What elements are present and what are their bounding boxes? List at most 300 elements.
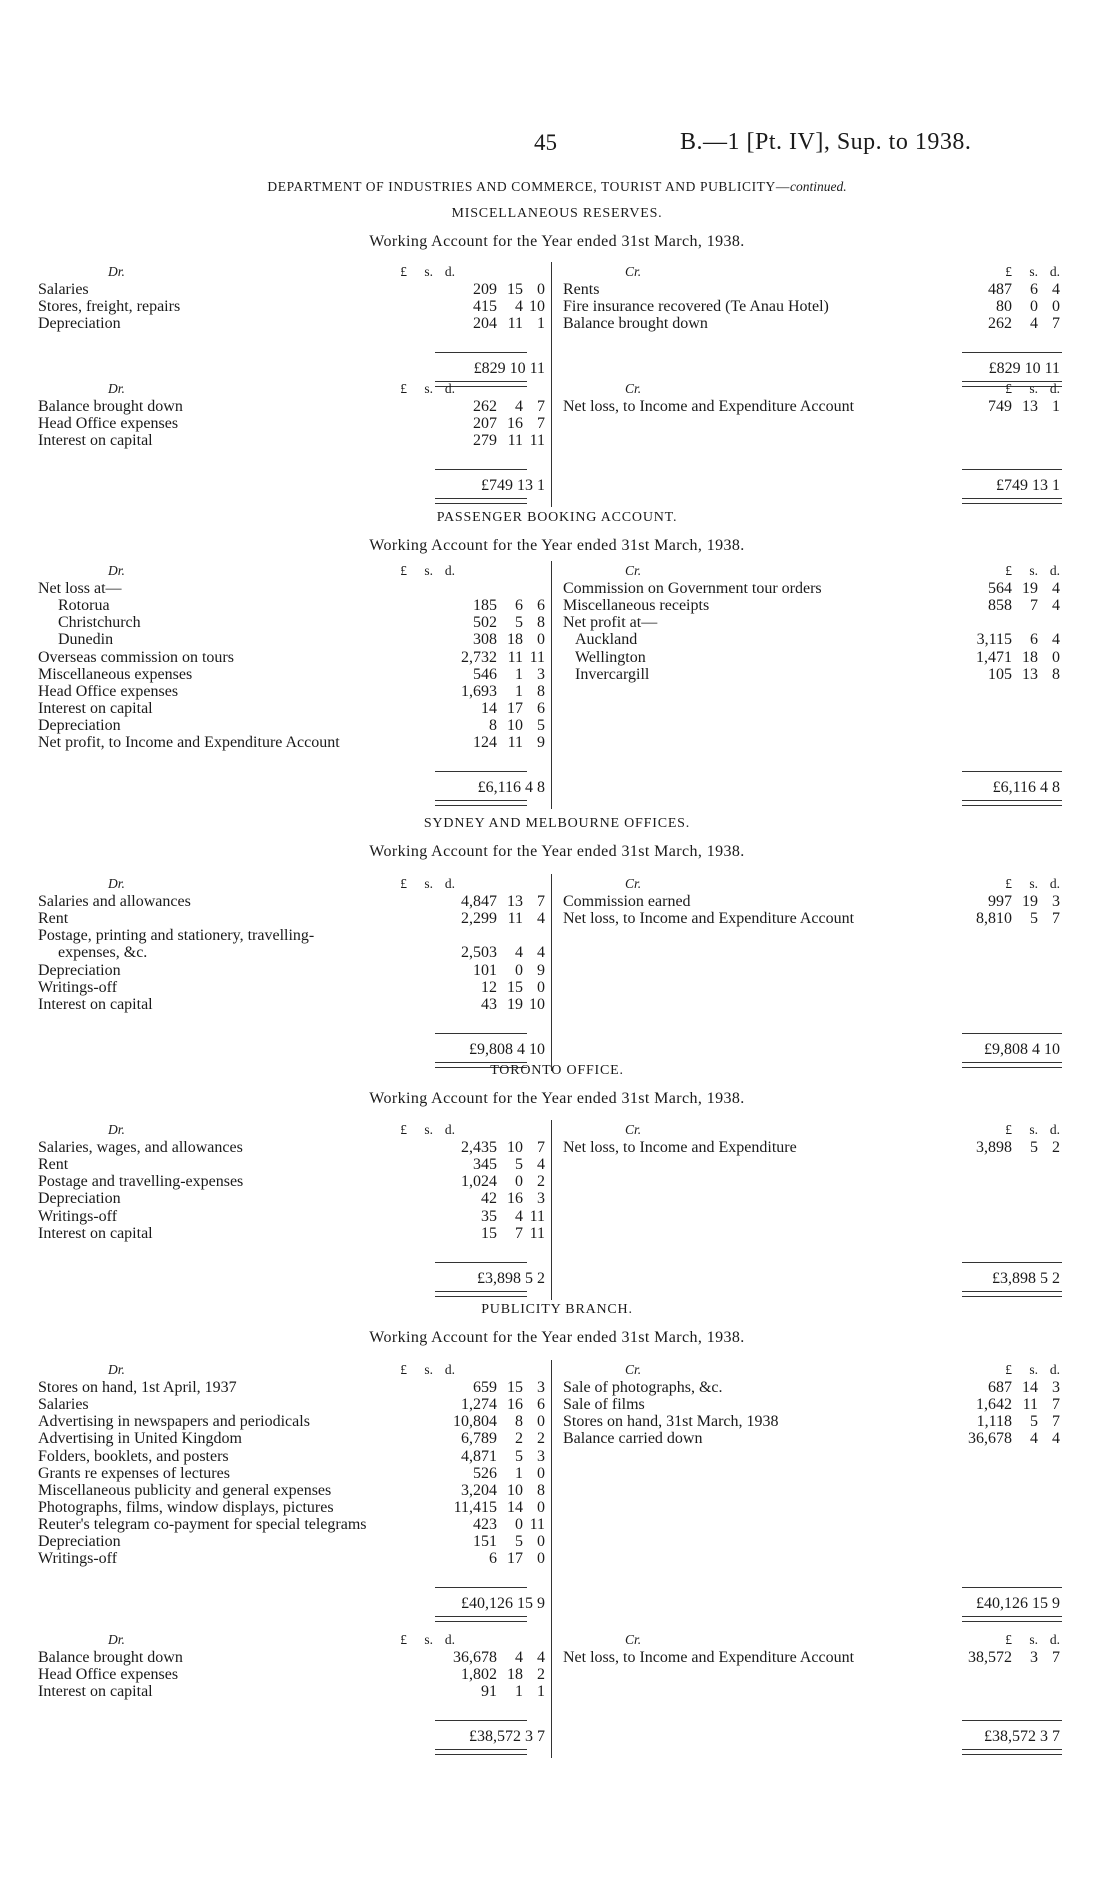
amount-pounds: 423 (473, 1515, 497, 1533)
dr-item-label: Depreciation (38, 961, 121, 979)
dr-total: £6,116 4 8 (477, 779, 545, 797)
dr-item-label: Head Office expenses (38, 1666, 179, 1684)
amount-pounds: 1,471 (976, 648, 1012, 666)
amount-pounds: 526 (473, 1464, 497, 1482)
amount-shillings: 0 (515, 1515, 523, 1533)
amount-pounds: 91 (481, 1683, 497, 1701)
subtotal-rule (435, 1720, 527, 1721)
currency-unit: £ (1005, 1632, 1012, 1647)
amount-pounds: 1,693 (461, 682, 497, 700)
amount-cell (445, 1156, 545, 1174)
amount-pounds: 36,678 (453, 1649, 497, 1667)
currency-unit: s. (424, 563, 433, 578)
amount-pounds: 308 (473, 631, 497, 649)
dr-label: Dr. (108, 381, 125, 396)
dr-currency-heading (355, 1122, 455, 1138)
cr-total: £40,126 15 9 (976, 1595, 1060, 1613)
currency-unit: s. (424, 1362, 433, 1377)
amount-cell (445, 1225, 545, 1243)
amount-cell (445, 1413, 545, 1431)
dr-total: £829 10 11 (473, 360, 545, 378)
amount-cell (445, 893, 545, 911)
amount-shillings: 16 (507, 415, 523, 433)
amount-cell (445, 1666, 545, 1684)
dr-item-label: Stores on hand, 1st April, 1937 (38, 1379, 237, 1397)
amount-shillings: 5 (1030, 910, 1038, 928)
amount-cell (960, 649, 1060, 667)
amount-shillings: 5 (515, 1156, 523, 1174)
amount-pounds: 35 (481, 1207, 497, 1225)
amount-cell (445, 1190, 545, 1208)
dr-item-label: Head Office expenses (38, 415, 179, 433)
cr-item-label: Net loss, to Income and Expenditure Account (563, 1649, 855, 1667)
dr-currency-heading (355, 264, 455, 280)
amount-pence: 4 (537, 944, 545, 962)
amount-pounds: 1,802 (461, 1666, 497, 1684)
amount-pence: 6 (537, 597, 545, 615)
amount-cell (445, 1482, 545, 1500)
amount-shillings: 17 (507, 699, 523, 717)
amount-pounds: 6 (489, 1550, 497, 1568)
dr-heading (108, 876, 125, 892)
amount-shillings: 1 (515, 1464, 523, 1482)
currency-unit: s. (1029, 876, 1038, 891)
dr-currency-heading (355, 1632, 455, 1648)
amount-pounds: 262 (473, 398, 497, 416)
amount-cell (445, 996, 545, 1014)
cr-heading (625, 563, 641, 579)
subtotal-rule (962, 1587, 1062, 1588)
currency-unit: d. (1049, 264, 1060, 279)
currency-unit: d. (444, 1122, 455, 1137)
dr-item-label: Net loss at— (38, 580, 122, 598)
amount-shillings: 4 (1030, 1430, 1038, 1448)
amount-pence: 8 (537, 682, 545, 700)
amount-pence: 2 (537, 1430, 545, 1448)
currency-unit: £ (400, 876, 407, 891)
amount-pounds: 502 (473, 614, 497, 632)
dr-item-label: Folders, booklets, and posters (38, 1447, 229, 1465)
cr-item-label: Commission earned (563, 893, 691, 911)
amount-shillings: 18 (1022, 648, 1038, 666)
dr-item-label: Interest on capital (38, 995, 153, 1013)
dr-item-label: Miscellaneous expenses (38, 665, 193, 683)
amount-shillings: 14 (1022, 1379, 1038, 1397)
section-title: TORONTO OFFICE. (490, 1063, 624, 1078)
amount-pounds: 564 (988, 580, 1012, 598)
currency-unit: £ (1005, 264, 1012, 279)
amount-shillings: 7 (1030, 597, 1038, 615)
amount-cell (445, 666, 545, 684)
cr-item-label: Sale of films (563, 1396, 645, 1414)
dr-item-label: Head Office expenses (38, 682, 179, 700)
department-heading (0, 179, 1114, 195)
amount-cell (445, 1649, 545, 1667)
amount-pounds: 3,115 (976, 631, 1012, 649)
amount-pence: 7 (537, 398, 545, 416)
amount-pounds: 1,274 (461, 1396, 497, 1414)
amount-shillings: 1 (515, 665, 523, 683)
cr-label: Cr. (625, 381, 642, 396)
amount-pence: 3 (1052, 893, 1060, 911)
section-title: PASSENGER BOOKING ACCOUNT. (436, 510, 678, 525)
amount-pence: 1 (537, 315, 545, 333)
amount-pounds: 3,204 (461, 1481, 497, 1499)
amount-shillings: 11 (507, 432, 523, 450)
amount-pounds: 207 (473, 415, 497, 433)
amount-pounds: 415 (473, 298, 497, 316)
dr-total: £9,808 4 10 (469, 1040, 545, 1058)
currency-unit: £ (400, 1362, 407, 1377)
amount-shillings: 4 (515, 398, 523, 416)
amount-shillings: 6 (1030, 281, 1038, 299)
cr-item-label: Balance carried down (563, 1430, 703, 1448)
amount-cell (445, 315, 545, 333)
amount-pence: 0 (537, 281, 545, 299)
amount-pounds: 858 (988, 597, 1012, 615)
dr-item-label: Salaries, wages, and allowances (38, 1139, 243, 1157)
amount-pence: 9 (537, 734, 545, 751)
amount-cell (960, 597, 1060, 615)
amount-pence: 7 (1052, 910, 1060, 928)
cr-total: £3,898 5 2 (992, 1269, 1060, 1287)
amount-pence: 0 (537, 978, 545, 996)
cr-label: Cr. (625, 876, 642, 891)
amount-cell (960, 580, 1060, 598)
dr-label: Dr. (108, 876, 125, 891)
amount-pounds: 8 (489, 716, 497, 734)
currency-unit: £ (400, 264, 407, 279)
amount-pence: 3 (537, 665, 545, 683)
amount-pence: 11 (529, 1224, 545, 1242)
dr-item-label: Postage, printing and stationery, travelling- (38, 927, 315, 945)
currency-unit: £ (1005, 563, 1012, 578)
amount-pence: 4 (537, 1649, 545, 1667)
amount-shillings: 5 (1030, 1413, 1038, 1431)
subtotal-rule (962, 771, 1062, 772)
amount-shillings: 16 (507, 1396, 523, 1414)
dr-item-label: Interest on capital (38, 432, 153, 450)
amount-cell (960, 893, 1060, 911)
currency-unit: s. (1029, 1122, 1038, 1137)
dr-heading (108, 1122, 125, 1138)
amount-shillings: 10 (507, 1139, 523, 1157)
amount-cell (445, 631, 545, 649)
total-double-rule (435, 1616, 527, 1622)
amount-shillings: 15 (507, 1379, 523, 1397)
dr-currency-heading (355, 563, 455, 579)
amount-pence: 11 (529, 1515, 545, 1533)
cr-total: £829 10 11 (988, 360, 1060, 378)
amount-shillings: 10 (507, 716, 523, 734)
column-divider (551, 561, 552, 809)
currency-unit: £ (400, 381, 407, 396)
dr-item-label: Balance brought down (38, 398, 183, 416)
amount-shillings: 1 (515, 682, 523, 700)
dr-item-label: Writings-off (38, 978, 118, 996)
amount-cell (445, 1173, 545, 1191)
amount-pence: 2 (537, 1173, 545, 1191)
section-subtitle: Working Account for the Year ended 31st March, 1938. (369, 1090, 745, 1107)
currency-unit: £ (400, 1122, 407, 1137)
amount-shillings: 11 (507, 315, 523, 333)
currency-unit: s. (424, 381, 433, 396)
cr-item-label: Net loss, to Income and Expenditure Account (563, 910, 855, 928)
cr-currency-heading (960, 264, 1060, 280)
dr-item-label: Salaries and allowances (38, 893, 191, 911)
cr-total: £6,116 4 8 (992, 779, 1060, 797)
amount-pence: 7 (1052, 1413, 1060, 1431)
amount-shillings: 4 (1030, 315, 1038, 333)
amount-cell (445, 1516, 545, 1534)
dr-item-label: Interest on capital (38, 1683, 153, 1701)
document-reference: B.—1 [Pt. IV], Sup. to 1938. (680, 129, 972, 155)
amount-cell (445, 1465, 545, 1483)
currency-unit: d. (444, 563, 455, 578)
dr-item-label: Depreciation (38, 716, 121, 734)
amount-pounds: 38,572 (968, 1649, 1012, 1667)
dr-item-label: Balance brought down (38, 1649, 183, 1667)
amount-shillings: 13 (1022, 398, 1038, 416)
amount-shillings: 4 (515, 298, 523, 316)
amount-pence: 0 (1052, 648, 1060, 666)
subtotal-rule (962, 352, 1062, 353)
amount-cell (445, 1396, 545, 1414)
amount-cell (445, 734, 545, 752)
amount-cell (445, 1499, 545, 1517)
dr-item-label: Rent (38, 910, 69, 928)
dr-heading (108, 264, 125, 280)
dr-currency-heading (355, 381, 455, 397)
amount-cell (445, 1379, 545, 1397)
dr-item-label: Writings-off (38, 1550, 118, 1568)
amount-pounds: 101 (473, 961, 497, 979)
cr-total: £9,808 4 10 (984, 1040, 1060, 1058)
amount-cell (960, 666, 1060, 684)
amount-pence: 7 (537, 415, 545, 433)
amount-shillings: 15 (507, 978, 523, 996)
dr-total: £40,126 15 9 (461, 1595, 545, 1613)
amount-pence: 0 (537, 1533, 545, 1550)
dr-item-label: Advertising in United Kingdom (38, 1430, 242, 1448)
amount-pounds: 2,299 (461, 910, 497, 928)
amount-cell (960, 1379, 1060, 1397)
subtotal-rule (435, 352, 527, 353)
cr-heading (625, 1362, 641, 1378)
dr-total: £3,898 5 2 (477, 1269, 545, 1287)
amount-pence: 5 (537, 716, 545, 734)
subtotal-rule (435, 1033, 527, 1034)
cr-heading (625, 876, 641, 892)
amount-cell (445, 1550, 545, 1568)
amount-pounds: 2,435 (461, 1139, 497, 1157)
amount-pence: 7 (537, 1139, 545, 1157)
amount-shillings: 7 (515, 1224, 523, 1242)
amount-shillings: 8 (515, 1413, 523, 1431)
amount-shillings: 17 (507, 1550, 523, 1568)
subtotal-rule (962, 1720, 1062, 1721)
currency-unit: d. (444, 264, 455, 279)
amount-pounds: 185 (473, 597, 497, 615)
amount-cell (960, 1396, 1060, 1414)
amount-pence: 1 (1052, 398, 1060, 416)
currency-unit: d. (444, 381, 455, 396)
total-double-rule (962, 800, 1062, 806)
amount-shillings: 13 (507, 893, 523, 911)
dr-item-label: Salaries (38, 1396, 89, 1414)
amount-cell (960, 1139, 1060, 1157)
amount-pounds: 42 (481, 1190, 497, 1208)
amount-pounds: 6,789 (461, 1430, 497, 1448)
dr-item-label: Writings-off (38, 1207, 118, 1225)
dr-item-label: Rent (38, 1156, 69, 1174)
amount-cell (445, 962, 545, 980)
amount-pence: 3 (537, 1190, 545, 1208)
amount-pounds: 10,804 (453, 1413, 497, 1431)
cr-total: £38,572 3 7 (984, 1728, 1060, 1746)
amount-pence: 4 (1052, 580, 1060, 598)
amount-shillings: 16 (507, 1190, 523, 1208)
subtotal-rule (435, 1262, 527, 1263)
cr-currency-heading (960, 1632, 1060, 1648)
amount-shillings: 6 (1030, 631, 1038, 649)
dr-item-label: Salaries (38, 281, 89, 299)
amount-cell (445, 700, 545, 718)
amount-pence: 0 (537, 631, 545, 649)
amount-pence: 10 (529, 298, 545, 316)
amount-shillings: 4 (515, 1207, 523, 1225)
dr-item-label: Photographs, films, window displays, pictures (38, 1498, 334, 1516)
amount-cell (445, 1448, 545, 1466)
total-double-rule (435, 1749, 527, 1755)
amount-pounds: 15 (481, 1224, 497, 1242)
section-title: PUBLICITY BRANCH. (481, 1302, 633, 1317)
dr-item-label: Christchurch (58, 614, 141, 632)
cr-currency-heading (960, 876, 1060, 892)
amount-pounds: 4,871 (461, 1447, 497, 1465)
cr-heading (625, 1632, 641, 1648)
amount-pence: 8 (537, 614, 545, 632)
amount-cell (445, 1430, 545, 1448)
amount-pounds: 997 (988, 893, 1012, 911)
subtotal-rule (435, 1587, 527, 1588)
amount-cell (445, 281, 545, 299)
amount-pence: 7 (537, 893, 545, 911)
dr-item-label: Dunedin (58, 631, 114, 649)
dr-currency-heading (355, 876, 455, 892)
amount-cell (960, 1430, 1060, 1448)
currency-unit: s. (1029, 563, 1038, 578)
currency-unit: £ (1005, 381, 1012, 396)
amount-pounds: 659 (473, 1379, 497, 1397)
amount-pounds: 43 (481, 995, 497, 1013)
dr-item-label: Grants re expenses of lectures (38, 1464, 230, 1482)
amount-shillings: 19 (1022, 580, 1038, 598)
dr-heading (108, 381, 125, 397)
currency-unit: d. (1049, 876, 1060, 891)
dr-item-label: Interest on capital (38, 1224, 153, 1242)
amount-pounds: 487 (988, 281, 1012, 299)
cr-currency-heading (960, 1362, 1060, 1378)
amount-pounds: 345 (473, 1156, 497, 1174)
amount-cell (445, 1683, 545, 1701)
amount-pence: 6 (537, 1396, 545, 1414)
currency-unit: £ (400, 1632, 407, 1647)
cr-item-label: Commission on Government tour orders (563, 580, 822, 598)
cr-item-label: Net loss, to Income and Expenditure (563, 1139, 797, 1157)
dr-item-label: Interest on capital (38, 699, 153, 717)
section-title: MISCELLANEOUS RESERVES. (451, 206, 663, 221)
dr-item-label: Advertising in newspapers and periodicals (38, 1413, 310, 1431)
total-double-rule (435, 800, 527, 806)
page-number: 45 (534, 130, 557, 155)
amount-shillings: 19 (1022, 893, 1038, 911)
column-divider (551, 262, 552, 507)
amount-pounds: 11,415 (453, 1498, 497, 1516)
cr-heading (625, 1122, 641, 1138)
amount-pounds: 2,732 (461, 648, 497, 666)
cr-currency-heading (960, 1122, 1060, 1138)
total-double-rule (435, 498, 527, 504)
continued-note: continued. (789, 179, 847, 194)
currency-unit: £ (1005, 1362, 1012, 1377)
cr-item-label: Sale of photographs, &c. (563, 1379, 723, 1397)
dr-label: Dr. (108, 1632, 125, 1647)
cr-heading (625, 264, 641, 280)
amount-shillings: 19 (507, 995, 523, 1013)
dr-label: Dr. (108, 563, 125, 578)
currency-unit: s. (424, 1632, 433, 1647)
amount-cell (960, 910, 1060, 928)
cr-item-label: Stores on hand, 31st March, 1938 (563, 1413, 779, 1431)
dr-item-label: Depreciation (38, 315, 121, 333)
amount-pounds: 749 (988, 398, 1012, 416)
total-double-rule (435, 1291, 527, 1297)
column-divider (551, 1360, 552, 1758)
amount-pence: 0 (537, 1413, 545, 1431)
dr-item-label: Net profit, to Income and Expenditure Account (38, 734, 340, 751)
amount-shillings: 2 (515, 1430, 523, 1448)
dr-item-label: Rotorua (58, 597, 110, 615)
amount-pence: 4 (1052, 631, 1060, 649)
amount-cell (960, 281, 1060, 299)
dr-total: £38,572 3 7 (469, 1728, 545, 1746)
cr-item-label: Rents (563, 281, 600, 299)
amount-cell (960, 1649, 1060, 1667)
department-name: DEPARTMENT OF INDUSTRIES AND COMMERCE, TOURIST AND PUBLICITY— (267, 179, 790, 194)
dr-label: Dr. (108, 1122, 125, 1137)
amount-pence: 11 (529, 432, 545, 450)
amount-cell (445, 1139, 545, 1157)
dr-label: Dr. (108, 1362, 125, 1377)
amount-shillings: 4 (515, 944, 523, 962)
amount-pounds: 36,678 (968, 1430, 1012, 1448)
currency-unit: £ (400, 563, 407, 578)
currency-unit: s. (1029, 1632, 1038, 1647)
dr-total: £749 13 1 (481, 477, 545, 495)
amount-cell (445, 1208, 545, 1226)
amount-shillings: 15 (507, 281, 523, 299)
cr-currency-heading (960, 381, 1060, 397)
amount-pounds: 209 (473, 281, 497, 299)
amount-shillings: 10 (507, 1481, 523, 1499)
amount-pounds: 151 (473, 1533, 497, 1550)
amount-shillings: 4 (515, 1649, 523, 1667)
amount-shillings: 11 (1022, 1396, 1038, 1414)
subtotal-rule (435, 469, 527, 470)
amount-pence: 7 (1052, 1396, 1060, 1414)
amount-cell (960, 315, 1060, 333)
